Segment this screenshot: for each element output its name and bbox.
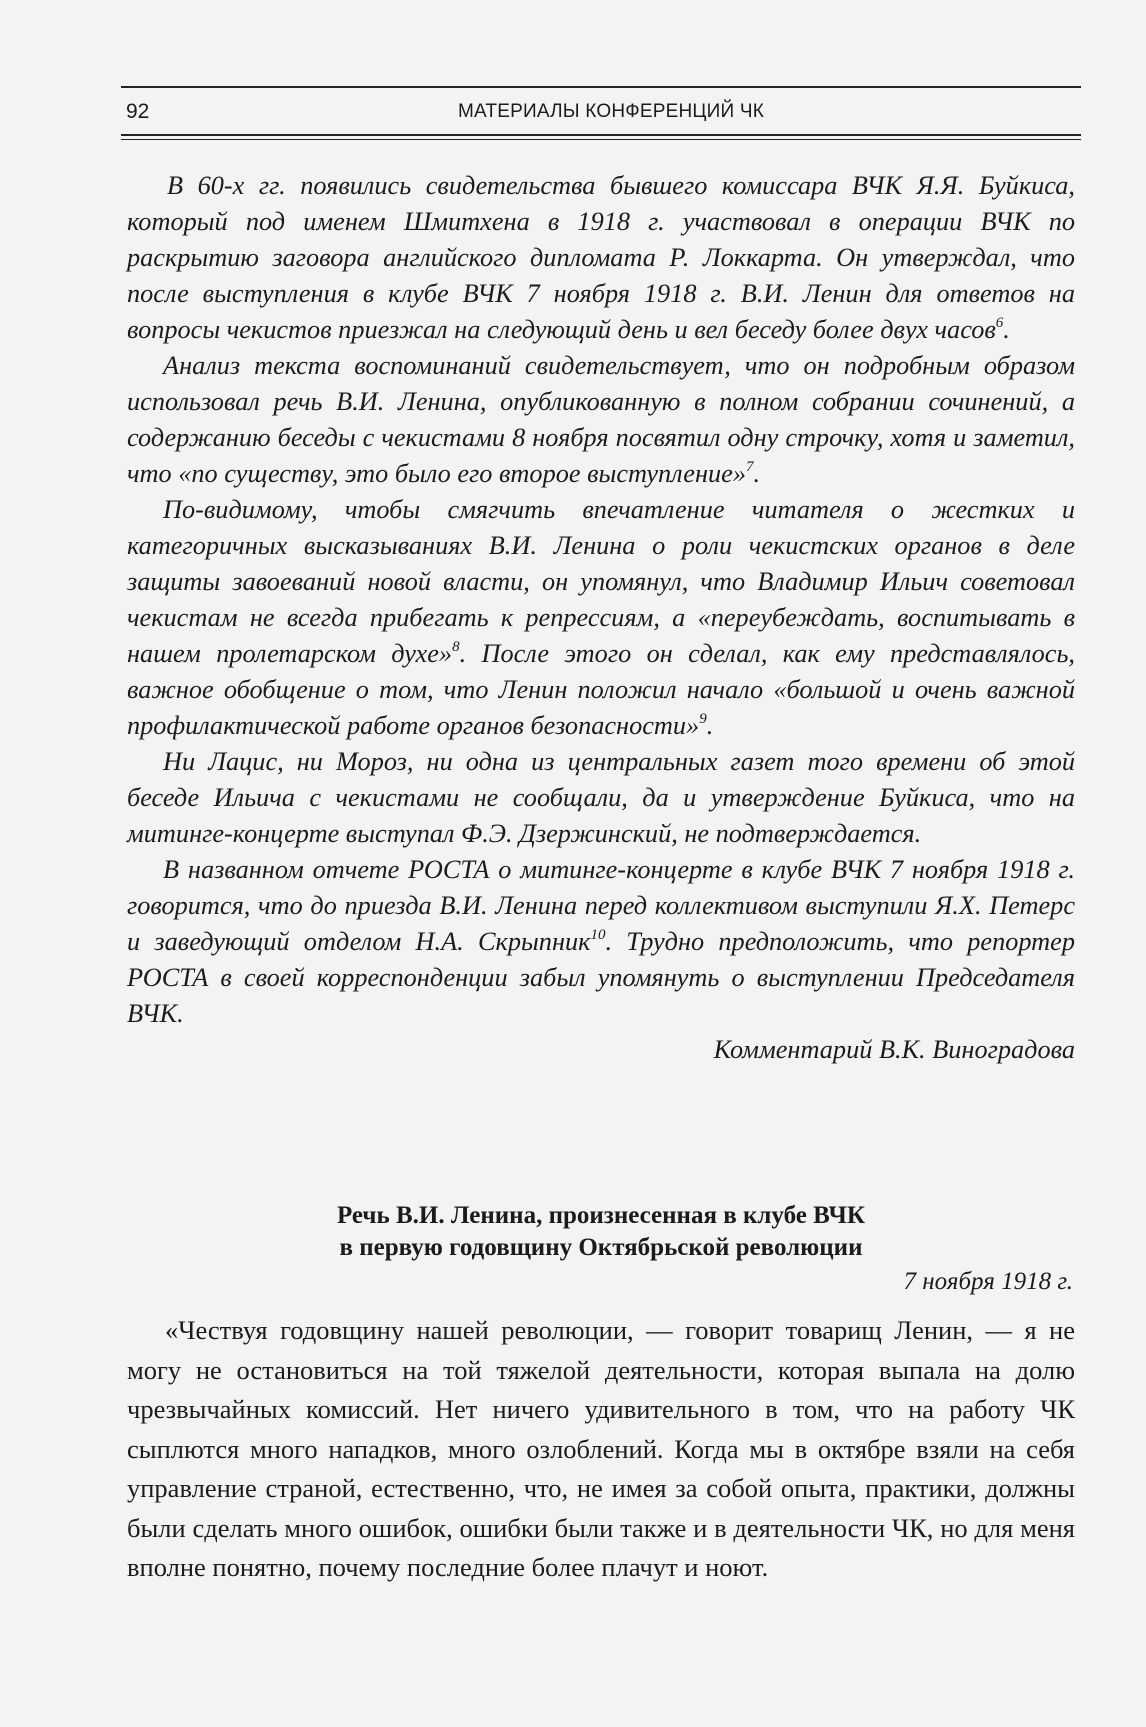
- commentary-paragraph: В названном отчете РОСТА о митинге-концерте в клубе ВЧК 7 ноября 1918 г. говорится, что до приезда В.И. Ленина перед коллективом выступили Я.Х. Петерс и заведующий отделом Н.А. Скрыпник$^{10}$. Трудно предположить, что репортер РОСТА в своей корреспонденции забыл упомянуть о выступлении Председателя ВЧК.: [127, 855, 1075, 1028]
- speech-paragraph: «Чествуя годовщину нашей революции, — говорит товарищ Ленин, — я не могу не остановиться на той тяжелой деятельности, которая выпала на долю чрезвычайных комиссий. Нет ничего удивительного в том, что на работу ЧК сыплются много нападков, много озлоблений. Когда мы в октябре взяли на себя управление страной, естественно, что, не имея за собой опыта, практики, должны были сделать много ошибок, ошибки были также и в деятельности ЧК, но для меня вполне понятно, почему последние более плачут и ноют.: [127, 1315, 1075, 1582]
- footnote-ref: 7: [745, 459, 754, 475]
- header-bottom-rule: [121, 134, 1081, 136]
- footnote-ref: 10: [590, 927, 606, 943]
- footnote-ref: 9: [699, 711, 707, 727]
- commentary-paragraph: Анализ текста воспоминаний свидетельствует, что он подробным образом использовал речь В.И. Ленина, опубликованную в полном собрании сочинений, а содержанию беседы с чекистами 8 ноября посвятил одну строчку, хотя и заметил, что «по существу, это было его второе выступление»$^7$.: [127, 351, 1075, 488]
- commentary-paragraph: По-видимому, чтобы смягчить впечатление читателя о жестких и категоричных высказываниях В.И. Ленина о роли чекистских органов в деле защиты завоеваний новой власти, он упомянул, что Владимир Ильич советовал чекистам не всегда прибегать к репрессиям, а «переубеждать, воспитывать в нашем пролетарском духе»$^8$. После этого он сделал, как ему представлялось, важное обобщение о том, что Ленин положил начало «большой и очень важной профилактической работе органов безопасности»$^9$.: [127, 495, 1076, 740]
- speech-date: 7 ноября 1918 г.: [903, 1268, 1073, 1295]
- running-title: МАТЕРИАЛЫ КОНФЕРЕНЦИЙ ЧК: [458, 101, 764, 122]
- header-top-rule: [121, 86, 1081, 88]
- speech-title-line: в первую годовщину Октябрьской революции: [339, 1234, 863, 1261]
- commentary-paragraph: Ни Лацис, ни Мороз, ни одна из центральных газет того времени об этой беседе Ильича с чекистами не сообщали, да и утверждение Буйкиса, что на митинге-концерте выступал Ф.Э. Дзержинский, не подтверждается.: [127, 747, 1075, 848]
- page-number: 92: [126, 100, 150, 123]
- header-bottom-thin-rule: [121, 139, 1081, 140]
- commentary-section: [127, 168, 1075, 1068]
- footnote-ref: 8: [452, 639, 460, 655]
- speech-title-line: Речь В.И. Ленина, произнесенная в клубе ВЧК: [336, 1202, 866, 1229]
- footnote-ref: 6: [995, 315, 1004, 331]
- commentary-paragraph: В 60-х гг. появились свидетельства бывшего комиссара ВЧК Я.Я. Буйкиса, который под именем Шмитхена в 1918 г. участвовал в операции ВЧК по раскрытию заговора английского дипломата Р. Локкарта. Он утверждал, что после выступления в клубе ВЧК 7 ноября 1918 г. В.И. Ленин для ответов на вопросы чекистов приезжал на следующий день и вел беседу более двух часов$^6$.: [127, 171, 1075, 344]
- commentary-signature: Комментарий В.К. Виноградова: [713, 1035, 1075, 1064]
- speech-title: [127, 1200, 1075, 1264]
- running-header: [121, 96, 1081, 126]
- speech-body: [127, 1311, 1075, 1588]
